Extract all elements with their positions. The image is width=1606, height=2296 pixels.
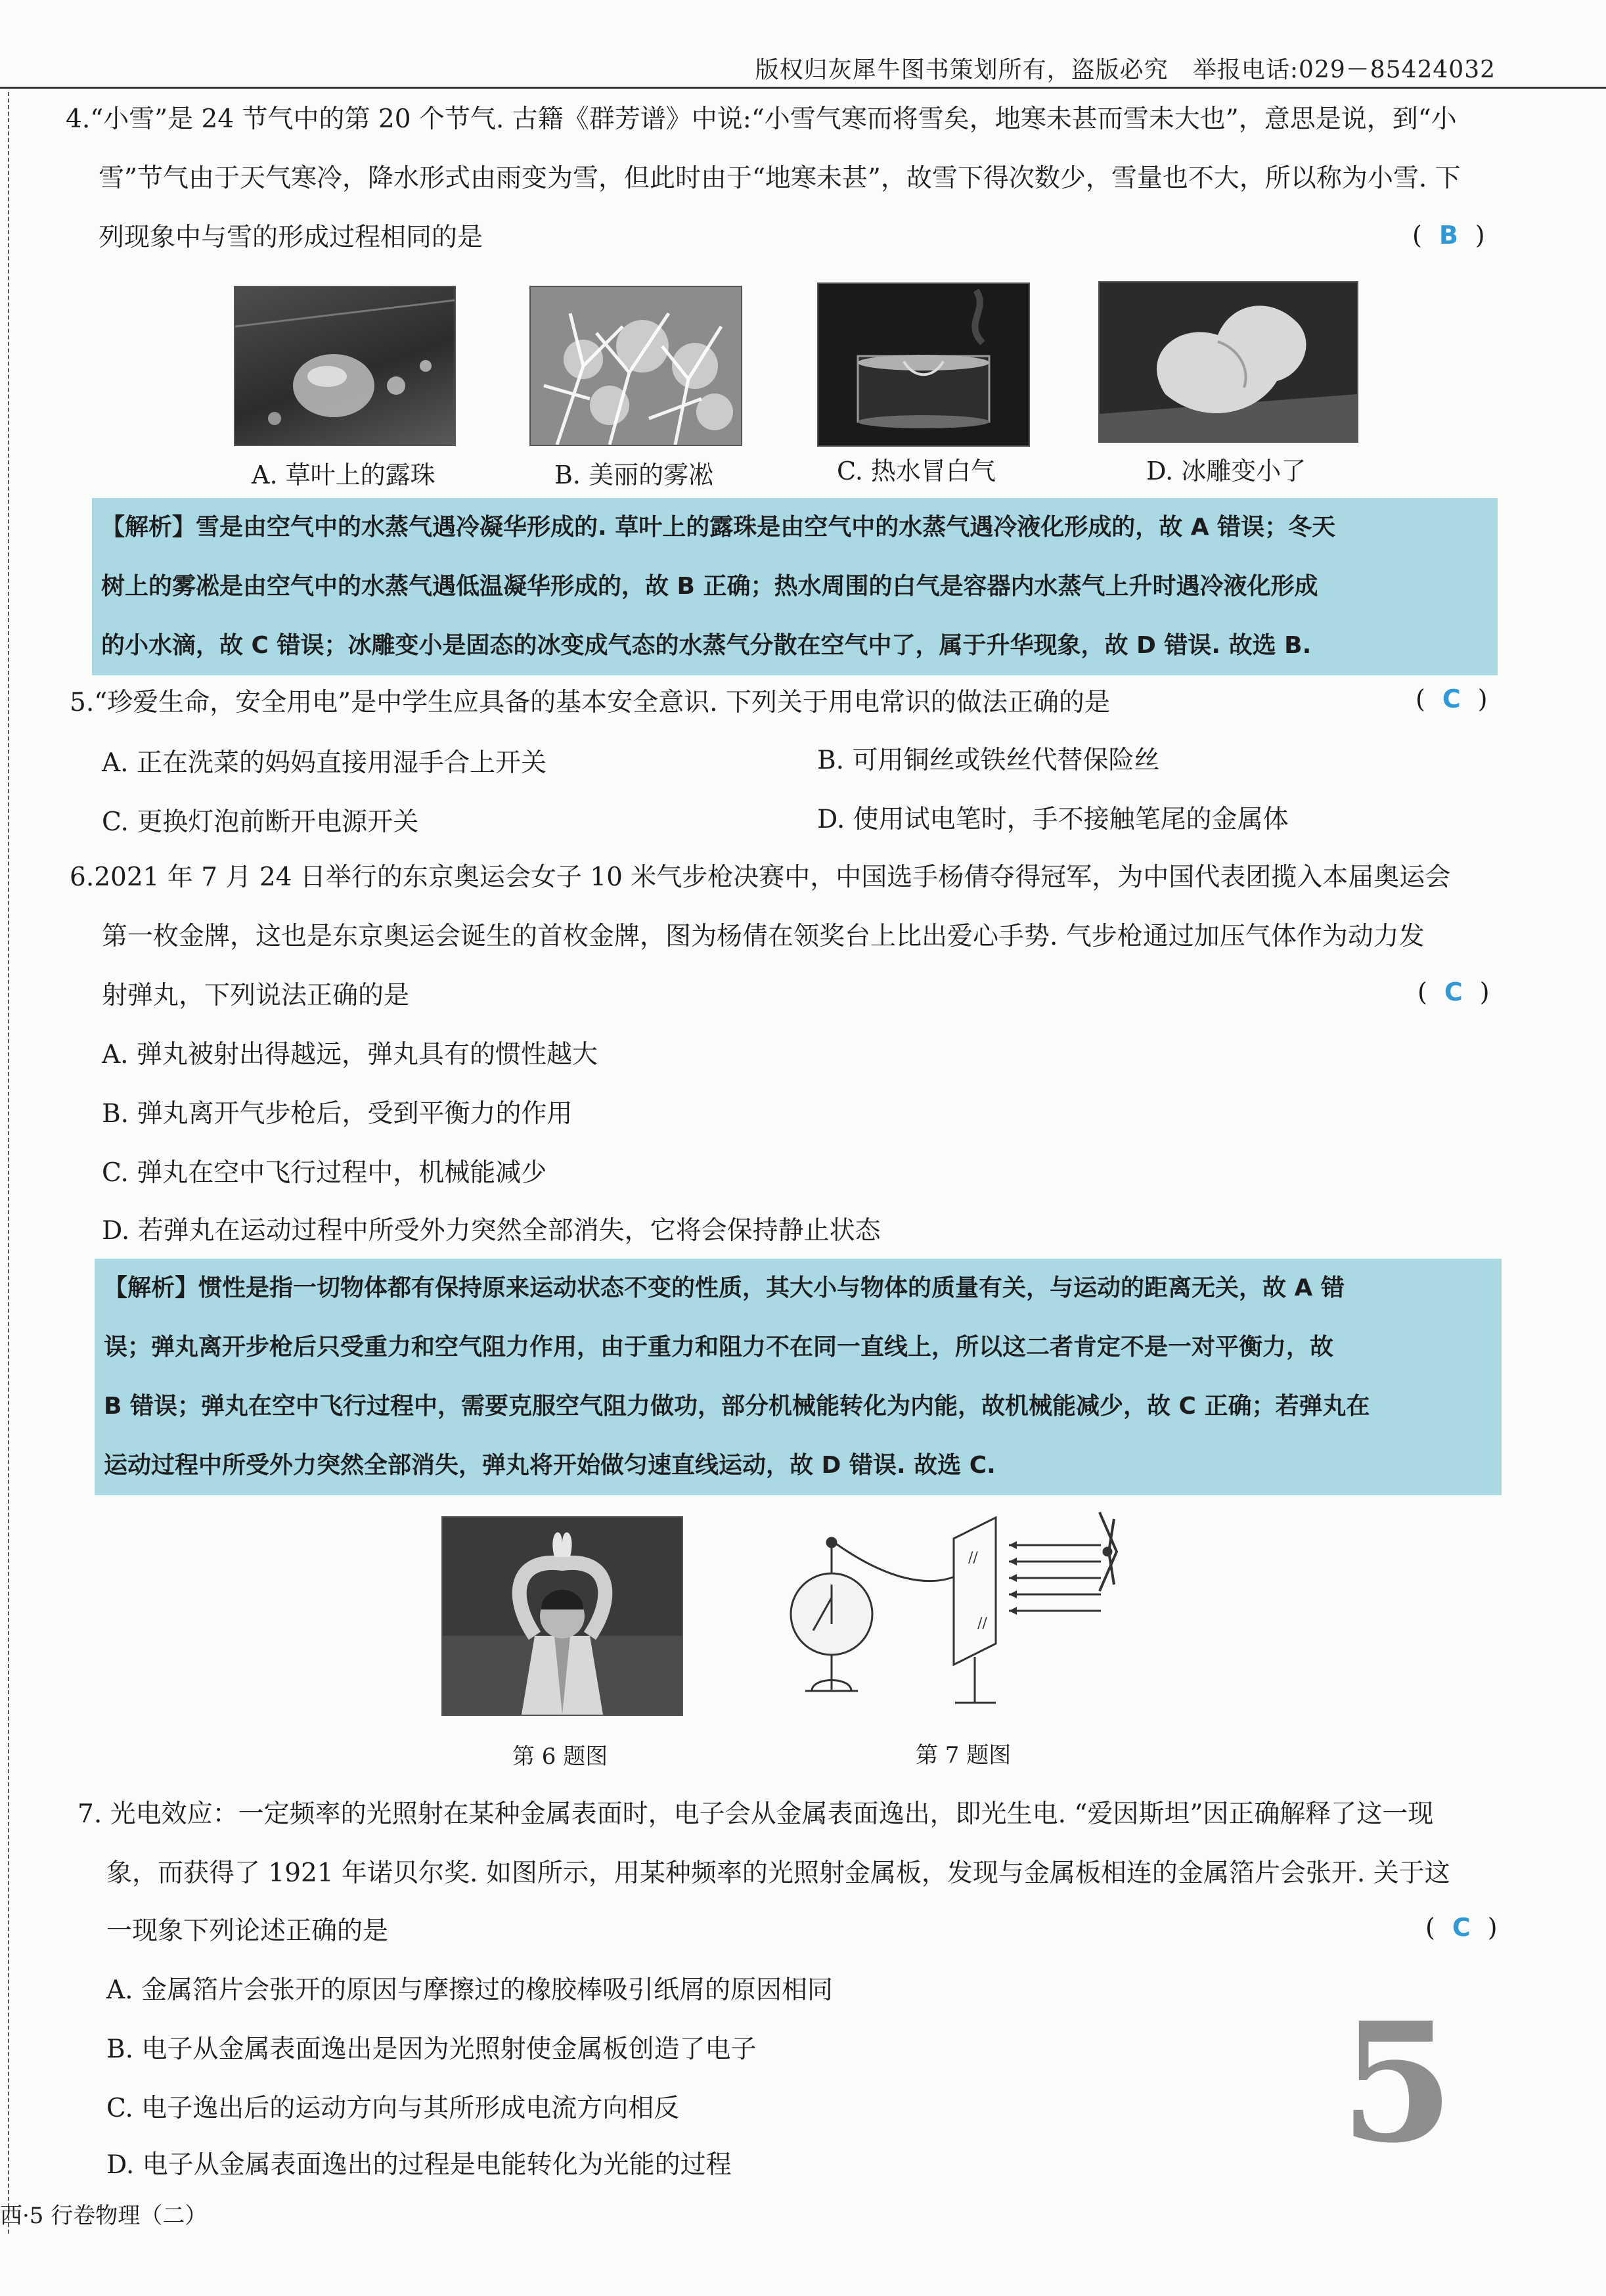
q6-stem-line-2: 第一枚金牌，这也是东京奥运会诞生的首枚金牌，图为杨倩在领奖台上比出爱心手势. 气步枪通过加压气体作为动力发 <box>102 922 1425 951</box>
athlete-heart-gesture-photo <box>441 1516 683 1716</box>
q4-stem-line-2: 雪”节气由于天气寒冷，降水形式由雨变为雪，但此时由于“地寒未甚”，故雪下得次数少，雪量也不大，所以称为小雪. 下 <box>99 164 1461 193</box>
q4-caption-d: D. 冰雕变小了 <box>1146 457 1306 485</box>
steam-photo <box>817 282 1030 447</box>
q7-stem-line-1: 7. 光电效应：一定频率的光照射在某种金属表面时，电子会从金属表面逸出，即光生电. “爱因斯坦”因正确解释了这一现 <box>78 1799 1434 1829</box>
ice-sculpture-photo <box>1098 281 1358 443</box>
q6-analysis-line-1: 【解析】惯性是指一切物体都有保持原来运动状态不变的性质，其大小与物体的质量有关，与运动的距离无关，故 A 错 <box>104 1274 1345 1301</box>
q5-option-c: C. 更换灯泡前断开电源开关 <box>102 807 419 837</box>
fig6-caption: 第 6 题图 <box>512 1744 608 1770</box>
svg-text://: // <box>977 1615 987 1632</box>
q4-caption-b: B. 美丽的雾凇 <box>554 461 714 489</box>
q7-option-b: B. 电子从金属表面逸出是因为光照射使金属板创造了电子 <box>106 2035 757 2064</box>
copyright-notice: 版权归灰犀牛图书策划所有，盗版必究 <box>755 56 1169 83</box>
q7-stem-line-2: 象，而获得了 1921 年诺贝尔奖. 如图所示，用某种频率的光照射金属板，发现与金属板相连的金属箔片会张开. 关于这 <box>106 1858 1450 1888</box>
q5-option-d: D. 使用试电笔时，手不接触笔尾的金属体 <box>817 805 1289 834</box>
rime-photo <box>529 286 742 446</box>
q4-caption-c: C. 热水冒白气 <box>837 457 996 485</box>
fig7-caption: 第 7 题图 <box>916 1742 1012 1768</box>
q4-analysis-line-1: 【解析】雪是由空气中的水蒸气遇冷凝华形成的. 草叶上的露珠是由空气中的水蒸气遇冷液化形成的，故 A 错误；冬天 <box>101 514 1336 541</box>
binding-rule <box>8 92 9 2234</box>
q7-option-c: C. 电子逸出后的运动方向与其所形成电流方向相反 <box>106 2094 680 2123</box>
q4-analysis-box <box>92 498 1498 675</box>
header-divider <box>0 87 1606 89</box>
q7-option-a: A. 金属箔片会张开的原因与摩擦过的橡胶棒吸引纸屑的原因相同 <box>106 1975 833 2005</box>
q4-analysis-line-3: 的小水滴，故 C 错误；冰雕变小是固态的冰变成气态的水蒸气分散在空气中了，属于升华现象，故 D 错误. 故选 B. <box>101 632 1312 659</box>
report-hotline: 举报电话:029－85424032 <box>1192 56 1496 83</box>
q6-option-d: D. 若弹丸在运动过程中所受外力突然全部消失，它将会保持静止状态 <box>102 1216 881 1246</box>
page-number-large: 5 <box>1340 1986 1454 2179</box>
q5-stem: 5.“珍爱生命，安全用电”是中学生应具备的基本安全意识. 下列关于用电常识的做法正确的是 <box>70 688 1110 717</box>
page-footer: 西·5 行卷物理（二） <box>0 2203 208 2229</box>
q5-option-a: A. 正在洗菜的妈妈直接用湿手合上开关 <box>102 748 546 778</box>
q6-option-a: A. 弹丸被射出得越远，弹丸具有的惯性越大 <box>102 1040 598 1069</box>
q4-stem-line-3: 列现象中与雪的形成过程相同的是 <box>99 223 483 252</box>
photoelectric-diagram <box>786 1499 1127 1716</box>
q6-option-c: C. 弹丸在空中飞行过程中，机械能减少 <box>102 1158 547 1188</box>
q6-analysis-line-2: 误；弹丸离开步枪后只受重力和空气阻力作用，由于重力和阻力不在同一直线上，所以这二者肯定不是一对平衡力，故 <box>104 1334 1334 1361</box>
q7-answer: ( C ) <box>1425 1913 1498 1942</box>
q4-stem-line-1: 4.“小雪”是 24 节气中的第 20 个节气. 古籍《群芳谱》中说:“小雪气寒而将雪矣，地寒未甚而雪未大也”，意思是说，到“小 <box>66 104 1457 134</box>
q7-stem-line-3: 一现象下列论述正确的是 <box>106 1916 389 1946</box>
q4-caption-a: A. 草叶上的露珠 <box>252 461 435 489</box>
page-header <box>755 51 1496 85</box>
svg-text://: // <box>968 1550 978 1566</box>
q6-stem-line-1: 6.2021 年 7 月 24 日举行的东京奥运会女子 10 米气步枪决赛中，中国选手杨倩夺得冠军，为中国代表团揽入本届奥运会 <box>70 863 1451 892</box>
q6-stem-line-3: 射弹丸，下列说法正确的是 <box>102 981 410 1010</box>
dewdrop-photo <box>234 286 456 446</box>
q6-answer: ( C ) <box>1417 978 1490 1006</box>
q6-analysis-line-4: 运动过程中所受外力突然全部消失，弹丸将开始做匀速直线运动，故 D 错误. 故选 C. <box>104 1452 996 1479</box>
q6-option-b: B. 弹丸离开气步枪后，受到平衡力的作用 <box>102 1099 573 1129</box>
q4-analysis-line-2: 树上的雾凇是由空气中的水蒸气遇低温凝华形成的，故 B 正确；热水周围的白气是容器内水蒸气上升时遇冷液化形成 <box>101 573 1318 600</box>
q4-answer: ( B ) <box>1412 221 1485 250</box>
q6-analysis-box <box>95 1259 1502 1495</box>
q7-option-d: D. 电子从金属表面逸出的过程是电能转化为光能的过程 <box>106 2150 732 2180</box>
q6-analysis-line-3: B 错误；弹丸在空中飞行过程中，需要克服空气阻力做功，部分机械能转化为内能，故机械能减少，故 C 正确；若弹丸在 <box>104 1393 1370 1420</box>
q5-answer: ( C ) <box>1416 685 1488 713</box>
q5-option-b: B. 可用铜丝或铁丝代替保险丝 <box>817 746 1160 775</box>
